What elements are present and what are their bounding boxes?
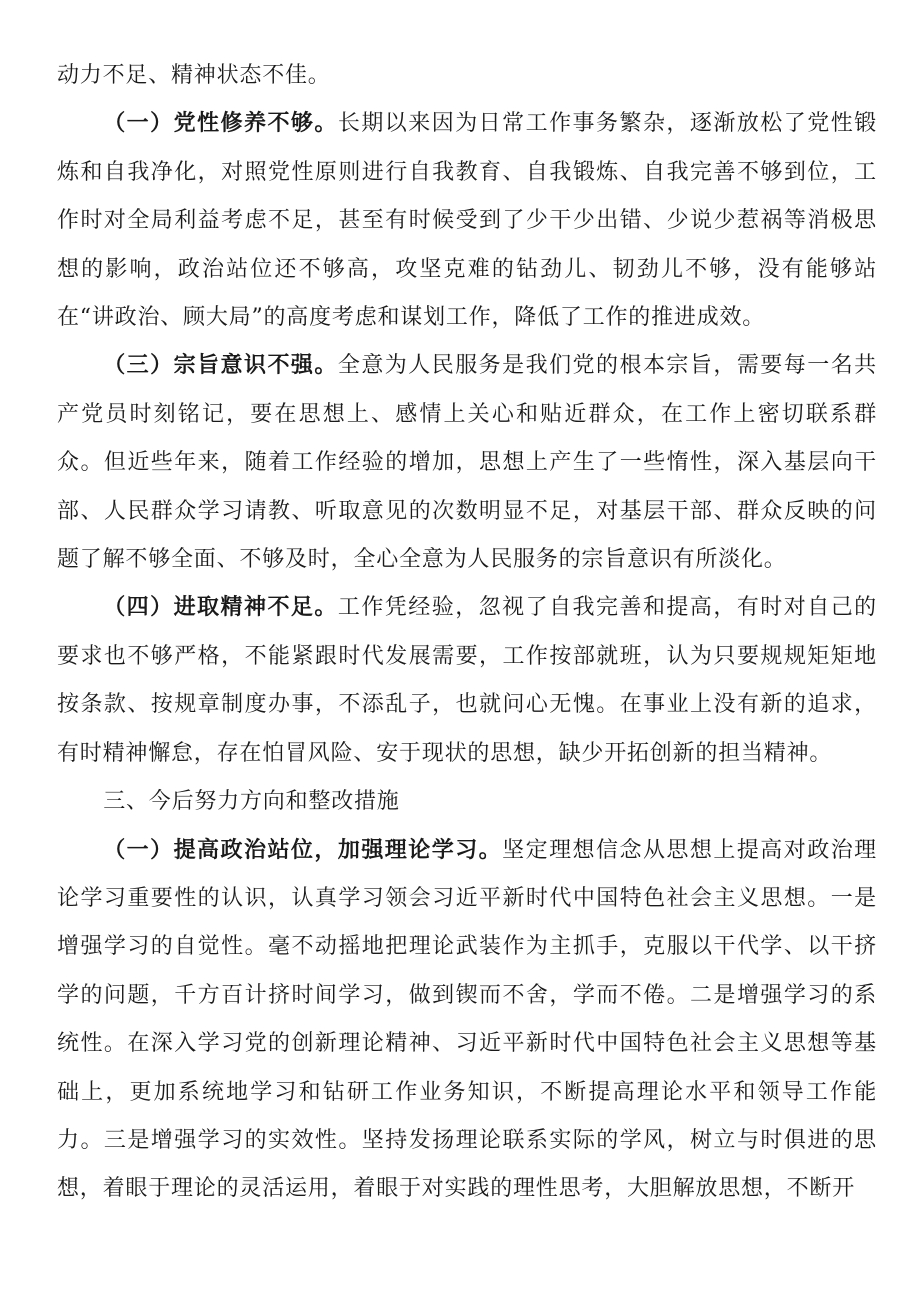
paragraph-party-spirit [57,100,877,342]
paragraph-continuation [57,52,877,100]
document-body [57,52,877,1214]
paragraph-purpose-awareness [57,342,877,584]
paragraph-political-stance [57,827,877,1214]
paragraph-text: 全意为人民服务是我们党的根本宗旨，需要每一名共产党员时刻铭记，要在思想上、感情上关心和贴近群众，在工作上密切联系群众。但近些年来，随着工作经验的增加，思想上产生了一些惰性，深入基层向干部、人民群众学习请教、听取意见的次数明显不足，对基层干部、群众反映的问题了解不够全面、不够及时，全心全意为人民服务的宗旨意识有所淡化。 [57,353,877,573]
paragraph-text: 动力不足、精神状态不佳。 [57,63,331,88]
paragraph-text: 工作凭经验，忽视了自我完善和提高，有时对自己的要求也不够严格，不能紧跟时代发展需要，工作按部就班，认为只要规规矩矩地按条款、按规章制度办事，不添乱子，也就问心无愧。在事业上没有新的追求，有时精神懈怠，存在怕冒风险、安于现状的思想，缺少开拓创新的担当精神。 [57,595,877,766]
paragraph-lead: （一）提高政治站位，加强理论学习。 [103,837,503,863]
paragraph-lead: （四）进取精神不足。 [103,595,338,621]
paragraph-text: 坚定理想信念从思想上提高对政治理论学习重要性的认识，认真学习领会习近平新时代中国特色社会主义思想。一是增强学习的自觉性。毫不动摇地把理论武装作为主抓手，克服以干代学、以干挤学的问题，千方百计挤时间学习，做到锲而不舍，学而不倦。二是增强学习的系统性。在深入学习党的创新理论精神、习近平新时代中国特色社会主义思想等基础上，更加系统地学习和钻研工作业务知识，不断提高理论水平和领导工作能力。三是增强学习的实效性。坚持发扬理论联系实际的学风，树立与时俱进的思想，着眼于理论的灵活运用，着眼于对实践的理性思考，大胆解放思想，不断开 [57,837,877,1202]
paragraph-lead: （三）宗旨意识不强。 [103,353,338,379]
paragraph-enterprising-spirit [57,584,877,778]
section-heading: 三、今后努力方向和整改措施 [103,789,400,815]
paragraph-text: 长期以来因为日常工作事务繁杂，逐渐放松了党性锻炼和自我净化，对照党性原则进行自我教育、自我锻炼、自我完善不够到位，工作时对全局利益考虑不足，甚至有时候受到了少干少出错、少说少惹祸等消极思想的影响，政治站位还不够高，攻坚克难的钻劲儿、韧劲儿不够，没有能够站在“讲政治、顾大局”的高度考虑和谋划工作，降低了工作的推进成效。 [57,111,877,331]
paragraph-lead: （一）党性修养不够。 [103,111,338,137]
